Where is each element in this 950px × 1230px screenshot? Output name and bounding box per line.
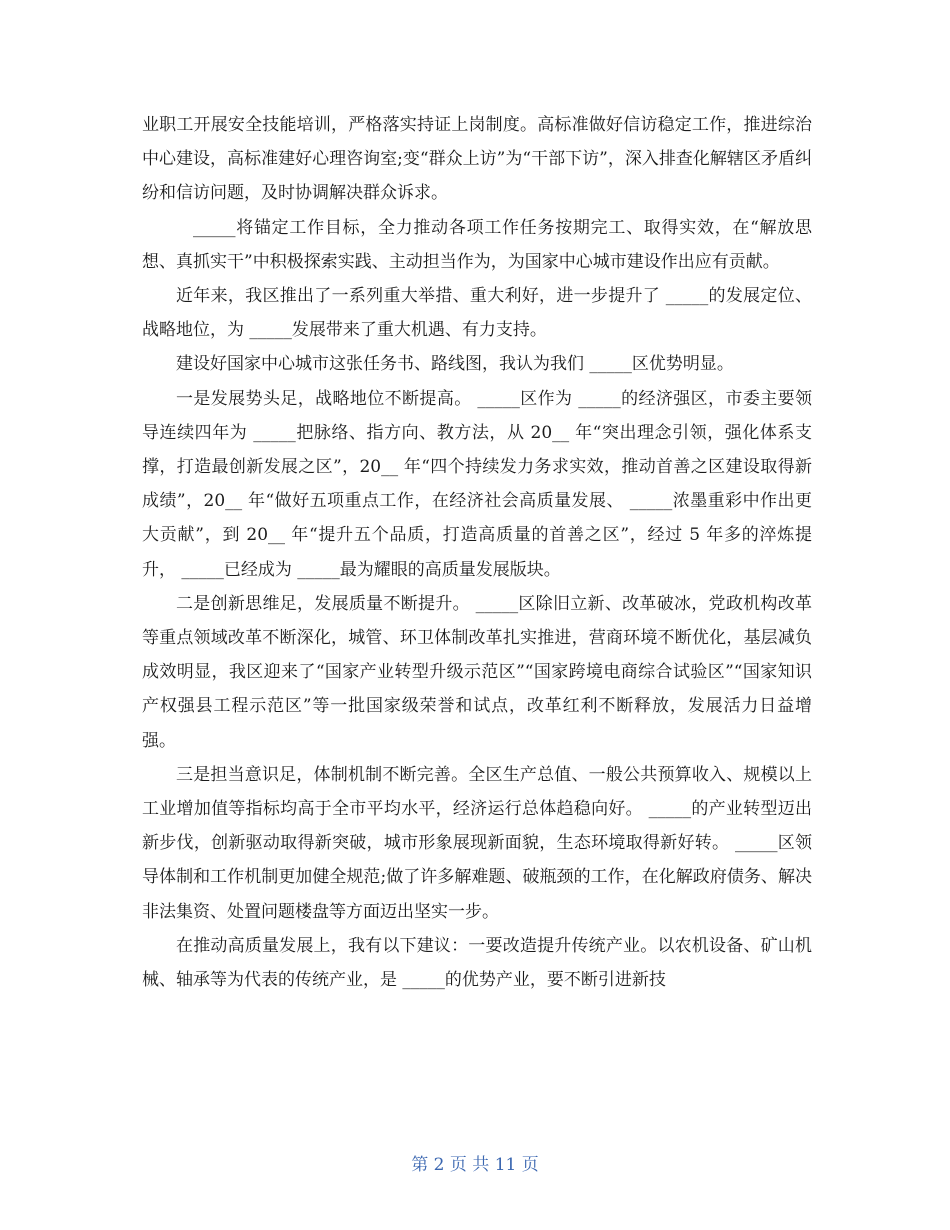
paragraph-6: 二是创新思维足，发展质量不断提升。 _____区除旧立新、改革破冰，党政机构改革等重点领域改革不断深化，城管、环卫体制改革扎实推进，营商环境不断优化，基层减负成效明显，我区迎来了“国家产业转型升级示范区”“国家跨境电商综合试验区”“国家知识产权强县工程示范区”等一批国家级荣誉和试点，改革红利不断释放，发展活力日益增强。	[142, 593, 812, 751]
paragraph-2: _____将锚定工作目标，全力推动各项工作任务按期完工、取得实效，在“解放思想、真抓实干”中积极探索实践、主动担当作为，为国家中心城市建设作出应有贡献。	[142, 217, 812, 272]
paragraph-4: 建设好国家中心城市这张任务书、路线图，我认为我们 _____区优势明显。	[176, 354, 734, 375]
paragraph-8: 在推动高质量发展上，我有以下建议：一要改造提升传统产业。以农机设备、矿山机械、轴承等为代表的传统产业，是 _____的优势产业，要不断引进新技	[142, 935, 812, 991]
paragraph-1: 业职工开展安全技能培训，严格落实持证上岗制度。高标准做好信访稳定工作，推进综治中心建设，高标准建好心理咨询室;变“群众上访”为“干部下访”，深入排查化解辖区矛盾纠纷和信访问题，及时协调解决群众诉求。	[142, 115, 812, 204]
document-body	[142, 108, 812, 997]
paragraph-3: 近年来，我区推出了一系列重大举措、重大利好，进一步提升了 _____的发展定位、战略地位，为 _____发展带来了重大机遇、有力支持。	[142, 286, 812, 341]
paragraph-7: 三是担当意识足，体制机制不断完善。全区生产总值、一般公共预算收入、规模以上工业增加值等指标均高于全市平均水平，经济运行总体趋稳向好。 _____的产业转型迈出新步伐，创新驱动取得新突破，城市形象展现新面貌，生态环境取得新好转。 _____区领导体制和工作机制更加健全规范;做了许多解难题、破瓶颈的工作，在化解政府债务、解决非法集资、处置问题楼盘等方面迈出坚实一步。	[142, 764, 812, 922]
page-number-footer: 第 2 页 共 11 页	[411, 1155, 539, 1175]
paragraph-5: 一是发展势头足，战略地位不断提高。 _____区作为 _____的经济强区，市委主要领导连续四年为 _____把脉络、指方向、教方法，从 20__ 年“突出理念引领，强化体系支撑，打造最创新发展之区”，20__ 年“四个持续发力务求实效，推动首善之区建设取得新成绩”，20__ 年“做好五项重点工作，在经济社会高质量发展、 _____浓墨重彩中作出更大贡献”，到 20__ 年“提升五个品质，打造高质量的首善之区”，经过 5 年多的淬炼提升， _____已经成为 _____最为耀眼的高质量发展版块。	[142, 388, 812, 580]
